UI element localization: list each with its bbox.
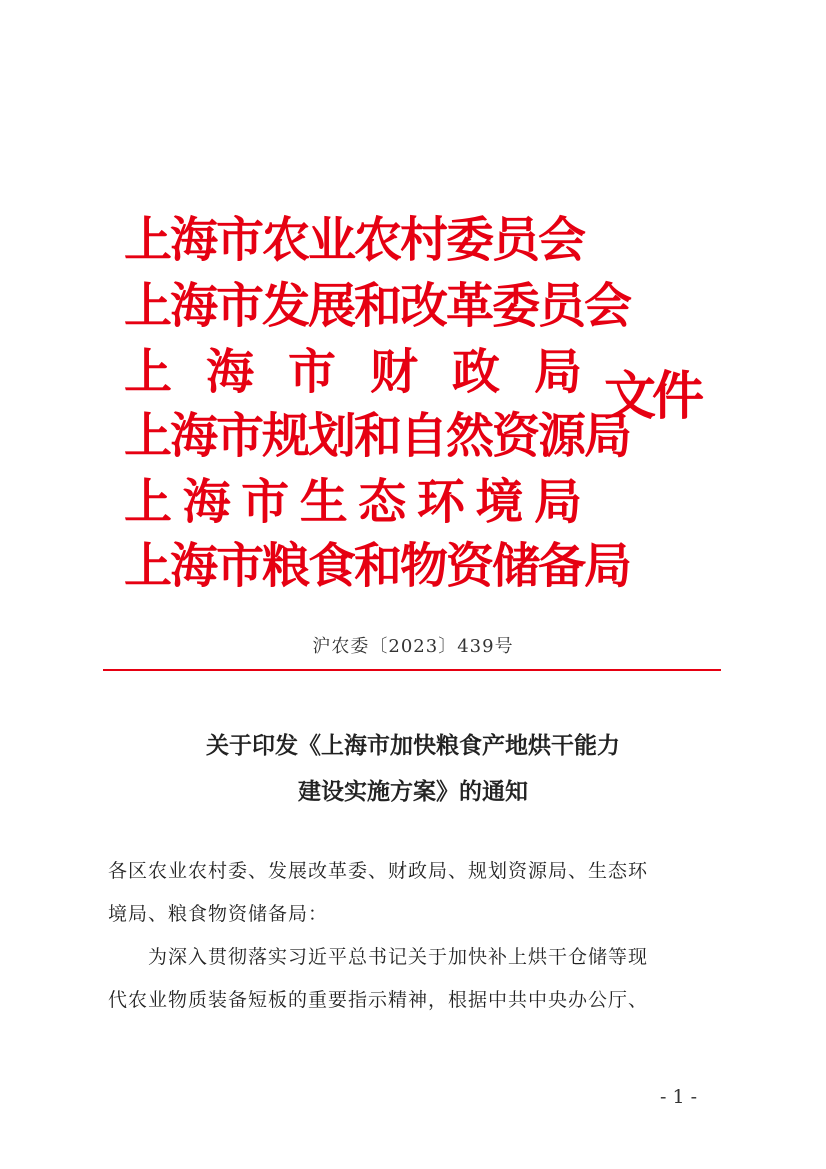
document-title-line-2: 建设实施方案》的通知 [298, 778, 528, 805]
document-title-line-1: 关于印发《上海市加快粮食产地烘干能力 [206, 732, 620, 759]
red-divider-line [103, 669, 721, 671]
paragraph-line-1: 为深入贯彻落实习近平总书记关于加快补上烘干仓储等现 [148, 946, 649, 968]
issuer-name-development-reform-commission: 上海市发展和改革委员会 [124, 278, 631, 334]
page-number: - 1 - [660, 1086, 698, 1108]
issuer-suffix-wenjian: 文件 [604, 367, 701, 427]
issuer-name-finance-bureau: 上海市财政局 [124, 344, 580, 400]
issuer-name-planning-resources-bureau: 上海市规划和自然资源局 [124, 408, 631, 464]
addressee-line-1: 各区农业农村委、发展改革委、财政局、规划资源局、生态环 [108, 860, 649, 882]
issuer-name-grain-reserve-bureau: 上海市粮食和物资储备局 [124, 538, 631, 594]
document-number: 沪农委〔2023〕439号 [312, 636, 514, 657]
issuer-name-ecology-environment-bureau: 上海市生态环境局 [124, 474, 580, 530]
issuer-name-agriculture-commission: 上海市农业农村委员会 [124, 212, 585, 268]
addressee-line-2: 境局、粮食物资储备局： [108, 903, 329, 925]
paragraph-line-2: 代农业物质装备短板的重要指示精神，根据中共中央办公厅、 [108, 989, 649, 1011]
